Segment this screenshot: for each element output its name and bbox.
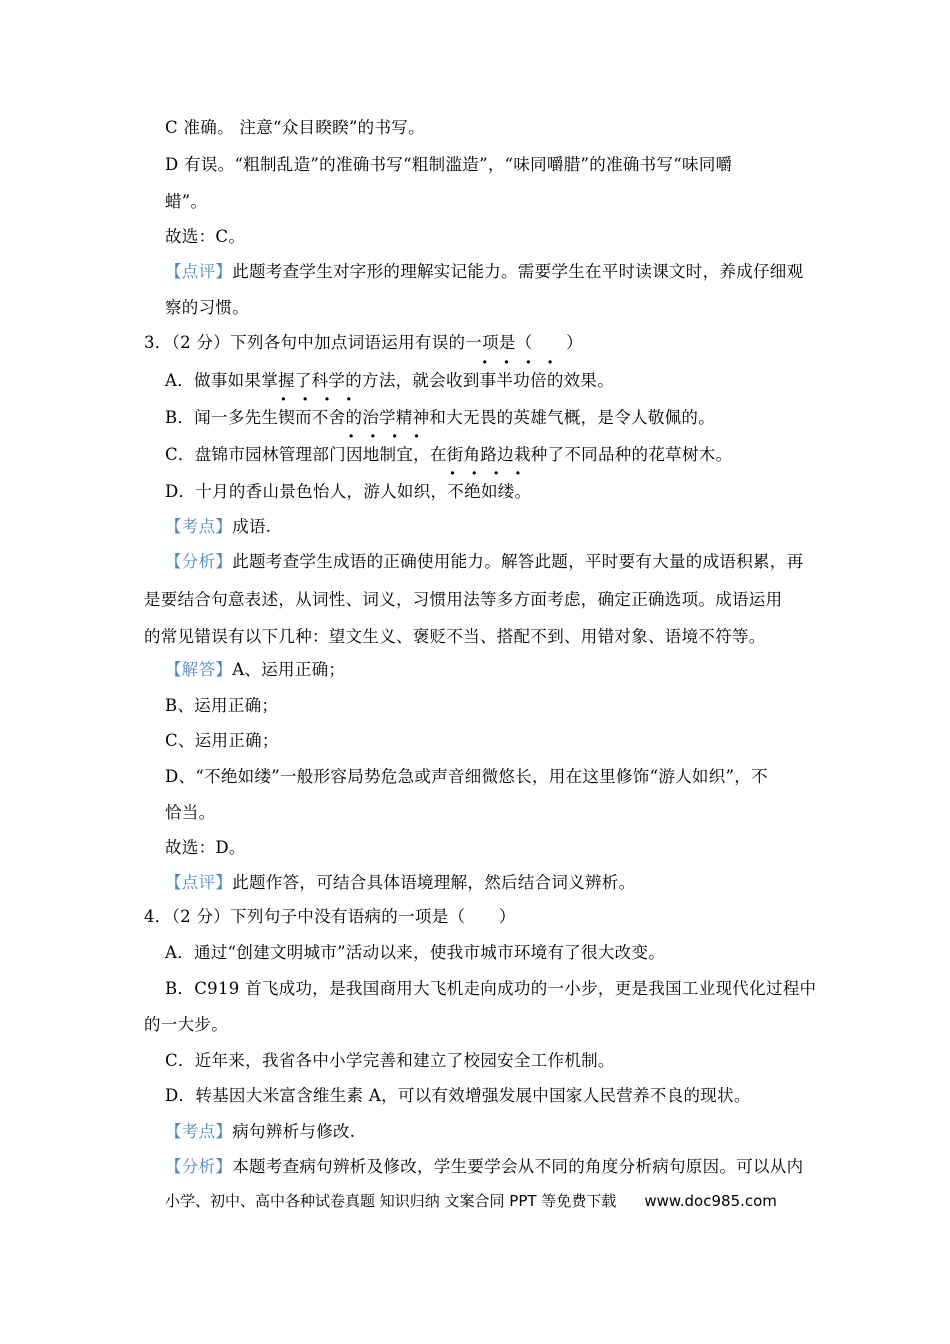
question-4-option-b-cont: 的一大步。 xyxy=(144,1015,228,1034)
question-3-option-d xyxy=(165,481,531,503)
knowledge-text: 成语. xyxy=(232,517,272,536)
dotted-word: · · 不绝如缕 xyxy=(447,481,514,503)
option-text: 的效果。 xyxy=(546,371,615,390)
page-footer xyxy=(165,1190,777,1212)
comment-text: 此题考查学生对字形的理解实记能力。需要学生在平时读课文时，养成仔细观 xyxy=(232,262,804,281)
question-4-option-c: C．近年来，我省各中小学完善和建立了校园安全工作机制。 xyxy=(165,1051,615,1070)
solution-text: A、运用正确； xyxy=(232,660,346,679)
footer-url: www.doc985.com xyxy=(644,1192,777,1210)
option-text: 的治学精神和大无畏的英雄气概，是令人敬佩的。 xyxy=(345,408,716,427)
question-3-title: 3．（2 分）下列各句中加点词语运用有误的一项是（ ） xyxy=(144,333,583,352)
solution-line-b: B、运用正确； xyxy=(165,696,279,715)
knowledge-tag: 【考点】 xyxy=(165,517,233,536)
solution-tag: 【解答】 xyxy=(165,660,233,679)
option-text: D．十月的香山景色怡人，游人如织， xyxy=(165,482,448,501)
choice-line-2: 故选：D。 xyxy=(165,838,246,857)
solution-line-c: C、运用正确； xyxy=(165,731,279,750)
analysis-line-cont: 的常见错误有以下几种：望文生义、褒贬不当、搭配不到、用错对象、语境不符等。 xyxy=(144,627,766,646)
choice-line: 故选：C。 xyxy=(165,227,246,246)
question-4-title: 4．（2 分）下列句子中没有语病的一项是（ ） xyxy=(144,907,516,926)
analysis-tag: 【分析】 xyxy=(165,552,233,571)
knowledge-tag: 【考点】 xyxy=(165,1122,233,1141)
question-4-option-b: B．C919 首飞成功，是我国商用大飞机走向成功的一小步，更是我国工业现代化过程中 xyxy=(165,979,817,998)
analysis-line-cont: 是要结合句意表述，从词性、词义，习惯用法等多方面考虑，确定正确选项。成语运用 xyxy=(144,590,783,609)
option-text: 。 xyxy=(514,482,532,501)
comment-line-2 xyxy=(165,872,635,894)
comment-line-cont: 察的习惯。 xyxy=(165,298,249,317)
footer-text: 小学、初中、高中各种试卷真题 知识归纳 文案合同 PPT 等免费下载 xyxy=(165,1192,617,1210)
analysis-text: 本题考查病句辨析及修改，学生要学会从不同的角度分析病句原因。可以从内 xyxy=(232,1157,804,1176)
option-text: A．做事如果掌握了科学的方法，就会收到 xyxy=(165,371,480,390)
option-text: C．盘锦市园林管理部门 xyxy=(165,445,346,464)
analysis-text: 此题考查学生成语的正确使用能力。解答此题，平时要有大量的成语积累，再 xyxy=(232,552,804,571)
question-3-option-a xyxy=(165,370,614,392)
comment-line xyxy=(165,261,803,283)
answer-d-line: D 有误。“粗制乱造”的准确书写“粗制滥造”，“味同嚼腊”的准确书写“味同嚼 xyxy=(165,155,733,174)
option-text: B．闻一多先生 xyxy=(165,408,279,427)
comment-tag: 【点评】 xyxy=(165,873,233,892)
answer-d-line-cont: 蜡”。 xyxy=(165,192,208,211)
solution-line-d: D、“不绝如缕”一般形容局势危急或声音细微悠长，用在这里修饰“游人如织”，不 xyxy=(165,767,768,786)
solution-line-d-cont: 恰当。 xyxy=(165,803,216,822)
analysis-line-2 xyxy=(165,1156,803,1178)
option-text: ，在街角路边栽种了不同品种的花草树木。 xyxy=(413,445,733,464)
knowledge-point-line xyxy=(165,516,271,538)
answer-c-line: C 准确。 注意“众目睽睽”的书写。 xyxy=(165,118,425,137)
question-4-option-d: D．转基因大米富含维生素 A，可以有效增强发展中国家人民营养不良的现状。 xyxy=(165,1086,751,1105)
dotted-word: · · 事半功倍 xyxy=(480,370,547,392)
solution-line xyxy=(165,659,345,681)
analysis-tag: 【分析】 xyxy=(165,1157,233,1176)
question-4-option-a: A．通过“创建文明城市”活动以来，使我市城市环境有了很大改变。 xyxy=(165,943,666,962)
comment-tag: 【点评】 xyxy=(165,262,233,281)
dotted-word: · · 锲而不舍 xyxy=(278,407,345,429)
dotted-word: · · 因地制宜 xyxy=(346,444,413,466)
knowledge-text: 病句辨析与修改. xyxy=(232,1122,356,1141)
comment-text: 此题作答，可结合具体语境理解，然后结合词义辨析。 xyxy=(232,873,636,892)
analysis-line xyxy=(165,551,803,573)
question-3-option-b xyxy=(165,407,715,429)
knowledge-point-line-2 xyxy=(165,1121,355,1143)
